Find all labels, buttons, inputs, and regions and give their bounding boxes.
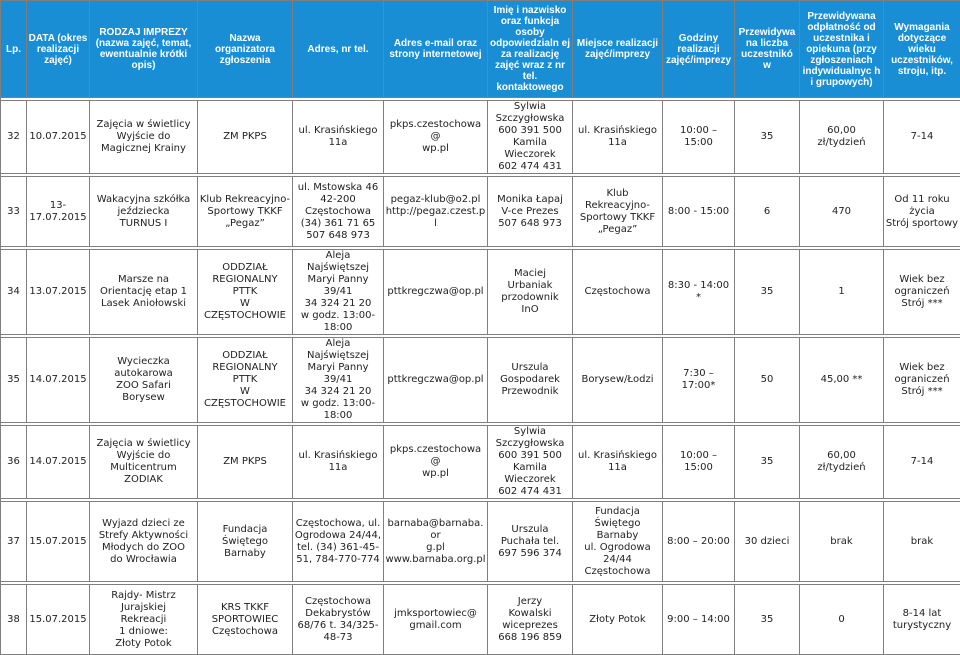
cell-place bbox=[573, 585, 663, 655]
cell-text: Wiek bez ograniczeń Strój *** bbox=[885, 362, 959, 398]
cell-text: brak bbox=[885, 536, 959, 548]
header-email: Adres e-mail oraz strony internetowej bbox=[384, 1, 488, 98]
cell-place bbox=[573, 250, 663, 335]
cell-hours bbox=[663, 426, 735, 499]
cell-organizer bbox=[198, 338, 293, 423]
cell-hours bbox=[663, 585, 735, 655]
cell-text: 37 bbox=[2, 536, 25, 548]
cell-text: Wyjazd dzieci ze Strefy Aktywności Młodych do ZOO do Wrocławia bbox=[91, 518, 196, 566]
cell-hours bbox=[663, 338, 735, 423]
cell-text: 7-14 bbox=[885, 456, 959, 468]
cell-text: ul. Mstowska 46 42-200 Częstochowa (34) 361 71 65 507 648 973 bbox=[294, 182, 382, 242]
cell-date bbox=[27, 502, 90, 582]
cell-lp bbox=[1, 585, 27, 655]
cell-text: 60,00 zł/tydzień bbox=[801, 125, 882, 149]
cell-text: 10:00 – 15:00 bbox=[664, 125, 733, 149]
cell-date bbox=[27, 101, 90, 174]
cell-participants bbox=[735, 338, 800, 423]
cell-requirements bbox=[884, 426, 960, 499]
cell-event-type bbox=[90, 177, 198, 247]
cell-organizer bbox=[198, 426, 293, 499]
cell-place bbox=[573, 177, 663, 247]
cell-text: 14.07.2015 bbox=[28, 456, 88, 468]
cell-participants bbox=[735, 250, 800, 335]
table-row bbox=[1, 177, 960, 247]
cell-text: Zajęcia w świetlicy Wyjście do Magicznej Krainy bbox=[91, 119, 196, 155]
cell-text: Fundacja Świętego Barnaby ul. Ogrodowa 24/44 Częstochowa bbox=[574, 506, 661, 578]
cell-text: 0 bbox=[801, 614, 882, 626]
header-row bbox=[1, 1, 960, 98]
cell-text: ODDZIAŁ REGIONALNY PTTK W CZĘSTOCHOWIE bbox=[199, 350, 291, 410]
cell-text: 8-14 lat turystyczny bbox=[885, 608, 959, 632]
cell-text: pkps.czestochowa@ wp.pl bbox=[385, 444, 486, 480]
cell-text: 7:30 – 17:00* bbox=[664, 368, 733, 392]
cell-text: Aleja Najświętszej Maryi Panny 39/41 34 324 21 20 w godz. 13:00- 18:00 bbox=[294, 338, 382, 422]
cell-event-type bbox=[90, 250, 198, 335]
cell-address bbox=[293, 502, 384, 582]
cell-text: Urszula Puchała tel. 697 596 374 bbox=[489, 524, 571, 560]
cell-requirements bbox=[884, 585, 960, 655]
cell-fee bbox=[800, 250, 884, 335]
cell-text: 14.07.2015 bbox=[28, 374, 88, 386]
cell-participants bbox=[735, 177, 800, 247]
cell-place bbox=[573, 502, 663, 582]
table-row bbox=[1, 101, 960, 174]
cell-date bbox=[27, 250, 90, 335]
header-participants: Przewidywa na liczba uczestnikó w bbox=[735, 1, 800, 98]
cell-text: Fundacja Świętego Barnaby bbox=[199, 524, 291, 560]
cell-date bbox=[27, 585, 90, 655]
cell-text: Urszula Gospodarek Przewodnik bbox=[489, 362, 571, 398]
cell-requirements bbox=[884, 338, 960, 423]
cell-address bbox=[293, 250, 384, 335]
cell-contact bbox=[488, 101, 573, 174]
cell-contact bbox=[488, 585, 573, 655]
cell-text: 8:30 - 14:00 * bbox=[664, 280, 733, 304]
cell-hours bbox=[663, 177, 735, 247]
cell-date bbox=[27, 338, 90, 423]
cell-text: 36 bbox=[2, 456, 25, 468]
table-row bbox=[1, 502, 960, 582]
cell-fee bbox=[800, 177, 884, 247]
header-address: Adres, nr tel. bbox=[293, 1, 384, 98]
cell-lp bbox=[1, 502, 27, 582]
cell-participants bbox=[735, 502, 800, 582]
cell-participants bbox=[735, 585, 800, 655]
cell-text: Klub Rekreacyjno- Sportowy TKKF „Pegaz” bbox=[574, 188, 661, 236]
cell-text: Wakacyjna szkółka jeździecka TURNUS I bbox=[91, 194, 196, 230]
header-date: DATA (okres realizacji zajęć) bbox=[27, 1, 90, 98]
cell-hours bbox=[663, 101, 735, 174]
cell-email bbox=[384, 250, 488, 335]
cell-fee bbox=[800, 101, 884, 174]
cell-text: pkps.czestochowa@ wp.pl bbox=[385, 119, 486, 155]
cell-lp bbox=[1, 426, 27, 499]
cell-address bbox=[293, 585, 384, 655]
cell-text: ZM PKPS bbox=[199, 131, 291, 143]
cell-text: ul. Krasińskiego 11a bbox=[574, 450, 661, 474]
cell-requirements bbox=[884, 101, 960, 174]
cell-event-type bbox=[90, 426, 198, 499]
cell-hours bbox=[663, 502, 735, 582]
cell-contact bbox=[488, 426, 573, 499]
cell-address bbox=[293, 177, 384, 247]
cell-text: Aleja Najświętszej Maryi Panny 39/41 34 324 21 20 w godz. 13:00- 18:00 bbox=[294, 250, 382, 334]
cell-text: 35 bbox=[736, 614, 798, 626]
cell-text: pegaz-klub@o2.pl http://pegaz.czest.pl bbox=[385, 194, 486, 230]
cell-hours bbox=[663, 250, 735, 335]
cell-text: Sylwia Szczygłowska 600 391 500 Kamila Wieczorek 602 474 431 bbox=[489, 101, 571, 173]
cell-organizer bbox=[198, 585, 293, 655]
header-requirements: Wymagania dotyczące wieku uczestników, stroju, itp. bbox=[884, 1, 960, 98]
cell-fee bbox=[800, 502, 884, 582]
header-contact: Imię i nazwisko oraz funkcja osoby odpowiedzialn ej za realizację zajęć wraz z nr tel. kontaktowego bbox=[488, 1, 573, 98]
cell-lp bbox=[1, 250, 27, 335]
cell-text: 470 bbox=[801, 206, 882, 218]
cell-text: 6 bbox=[736, 206, 798, 218]
cell-text: jmksportowiec@ gmail.com bbox=[385, 608, 486, 632]
cell-text: brak bbox=[801, 536, 882, 548]
cell-text: Rajdy- Mistrz Jurajskiej Rekreacji 1 dniowe: Złoty Potok bbox=[91, 590, 196, 650]
cell-text: barnaba@barnaba.or g.pl www.barnaba.org.pl bbox=[385, 518, 486, 566]
cell-text: 10:00 – 15:00 bbox=[664, 450, 733, 474]
cell-text: 32 bbox=[2, 131, 25, 143]
cell-contact bbox=[488, 250, 573, 335]
cell-place bbox=[573, 426, 663, 499]
cell-requirements bbox=[884, 502, 960, 582]
cell-text: 50 bbox=[736, 374, 798, 386]
cell-lp bbox=[1, 177, 27, 247]
table-row bbox=[1, 426, 960, 499]
cell-text: 15.07.2015 bbox=[28, 536, 88, 548]
cell-text: Zajęcia w świetlicy Wyjście do Multicentrum ZODIAK bbox=[91, 438, 196, 486]
cell-text: Monika Łapaj V-ce Prezes 507 648 973 bbox=[489, 194, 571, 230]
cell-organizer bbox=[198, 101, 293, 174]
cell-text: Częstochowa bbox=[574, 286, 661, 298]
cell-text: Od 11 roku życia Strój sportowy bbox=[885, 194, 959, 230]
cell-requirements bbox=[884, 177, 960, 247]
cell-text: Jerzy Kowalski wiceprezes 668 196 859 bbox=[489, 596, 571, 644]
cell-email bbox=[384, 585, 488, 655]
cell-text: Częstochowa, ul. Ogrodowa 24/44, tel. (34) 361-45- 51, 784-770-774 bbox=[294, 518, 382, 566]
cell-text: Marsze na Orientację etap 1 Lasek Aniołowski bbox=[91, 274, 196, 310]
cell-text: 13.07.2015 bbox=[28, 286, 88, 298]
cell-fee bbox=[800, 426, 884, 499]
cell-requirements bbox=[884, 250, 960, 335]
cell-organizer bbox=[198, 250, 293, 335]
cell-email bbox=[384, 177, 488, 247]
cell-text: 8:00 - 15:00 bbox=[664, 206, 733, 218]
cell-event-type bbox=[90, 338, 198, 423]
cell-email bbox=[384, 426, 488, 499]
table-row bbox=[1, 585, 960, 655]
cell-text: 1 bbox=[801, 286, 882, 298]
header-event-type: RODZAJ IMPREZY (nazwa zajęć, temat, ewentualnie krótki opis) bbox=[90, 1, 198, 98]
cell-text: Maciej Urbaniak przodownik InO bbox=[489, 268, 571, 316]
table-row bbox=[1, 250, 960, 335]
cell-text: ul. Krasińskiego 11a bbox=[574, 125, 661, 149]
cell-text: ul. Krasińskiego 11a bbox=[294, 450, 382, 474]
cell-text: KRS TKKF SPORTOWIEC Częstochowa bbox=[199, 602, 291, 638]
cell-text: Złoty Potok bbox=[574, 614, 661, 626]
cell-lp bbox=[1, 101, 27, 174]
cell-text: Borysew/Łodzi bbox=[574, 374, 661, 386]
cell-contact bbox=[488, 502, 573, 582]
cell-text: ODDZIAŁ REGIONALNY PTTK W CZĘSTOCHOWIE bbox=[199, 262, 291, 322]
cell-text: 7-14 bbox=[885, 131, 959, 143]
cell-text: Częstochowa Dekabrystów 68/76 t. 34/325- 48-73 bbox=[294, 596, 382, 644]
cell-text: ul. Krasińskiego 11a bbox=[294, 125, 382, 149]
cell-text: 30 dzieci bbox=[736, 536, 798, 548]
header-place: Miejsce realizacji zajęć/imprezy bbox=[573, 1, 663, 98]
cell-text: 35 bbox=[736, 456, 798, 468]
header-hours: Godziny realizacji zajęć/imprezy bbox=[663, 1, 735, 98]
cell-address bbox=[293, 101, 384, 174]
cell-text: 35 bbox=[2, 374, 25, 386]
cell-text: 10.07.2015 bbox=[28, 131, 88, 143]
cell-text: 38 bbox=[2, 614, 25, 626]
cell-contact bbox=[488, 338, 573, 423]
table-body bbox=[1, 98, 960, 655]
cell-contact bbox=[488, 177, 573, 247]
cell-text: Wiek bez ograniczeń Strój *** bbox=[885, 274, 959, 310]
cell-address bbox=[293, 426, 384, 499]
cell-email bbox=[384, 338, 488, 423]
cell-organizer bbox=[198, 177, 293, 247]
cell-text: Wycieczka autokarowa ZOO Safari Borysew bbox=[91, 356, 196, 404]
cell-organizer bbox=[198, 502, 293, 582]
cell-fee bbox=[800, 585, 884, 655]
cell-text: 33 bbox=[2, 206, 25, 218]
cell-date bbox=[27, 177, 90, 247]
cell-email bbox=[384, 502, 488, 582]
cell-text: Sylwia Szczygłowska 600 391 500 Kamila Wieczorek 602 474 431 bbox=[489, 426, 571, 498]
cell-place bbox=[573, 338, 663, 423]
cell-event-type bbox=[90, 585, 198, 655]
cell-place bbox=[573, 101, 663, 174]
cell-text: 13- 17.07.2015 bbox=[28, 200, 88, 224]
cell-text: 8:00 – 20:00 bbox=[664, 536, 733, 548]
cell-text: 9:00 – 14:00 bbox=[664, 614, 733, 626]
cell-address bbox=[293, 338, 384, 423]
cell-text: 45,00 ** bbox=[801, 374, 882, 386]
cell-event-type bbox=[90, 502, 198, 582]
cell-fee bbox=[800, 338, 884, 423]
cell-date bbox=[27, 426, 90, 499]
table-row bbox=[1, 338, 960, 423]
cell-text: 15.07.2015 bbox=[28, 614, 88, 626]
cell-text: 34 bbox=[2, 286, 25, 298]
cell-text: 35 bbox=[736, 131, 798, 143]
header-fee: Przewidywana odpłatność od uczestnika i opiekuna (przy zgłoszeniach indywidualnyc h i grupowych) bbox=[800, 1, 884, 98]
cell-participants bbox=[735, 426, 800, 499]
header-organizer: Nazwa organizatora zgłoszenia bbox=[198, 1, 293, 98]
cell-lp bbox=[1, 338, 27, 423]
cell-event-type bbox=[90, 101, 198, 174]
cell-text: Klub Rekreacyjno- Sportowy TKKF „Pegaz” bbox=[199, 194, 291, 230]
cell-text: ZM PKPS bbox=[199, 456, 291, 468]
cell-text: 60,00 zł/tydzień bbox=[801, 450, 882, 474]
cell-text: pttkregczwa@op.pl bbox=[385, 286, 486, 298]
cell-text: pttkregczwa@op.pl bbox=[385, 374, 486, 386]
cell-text: 35 bbox=[736, 286, 798, 298]
cell-email bbox=[384, 101, 488, 174]
header-lp: Lp. bbox=[1, 1, 27, 98]
cell-participants bbox=[735, 101, 800, 174]
